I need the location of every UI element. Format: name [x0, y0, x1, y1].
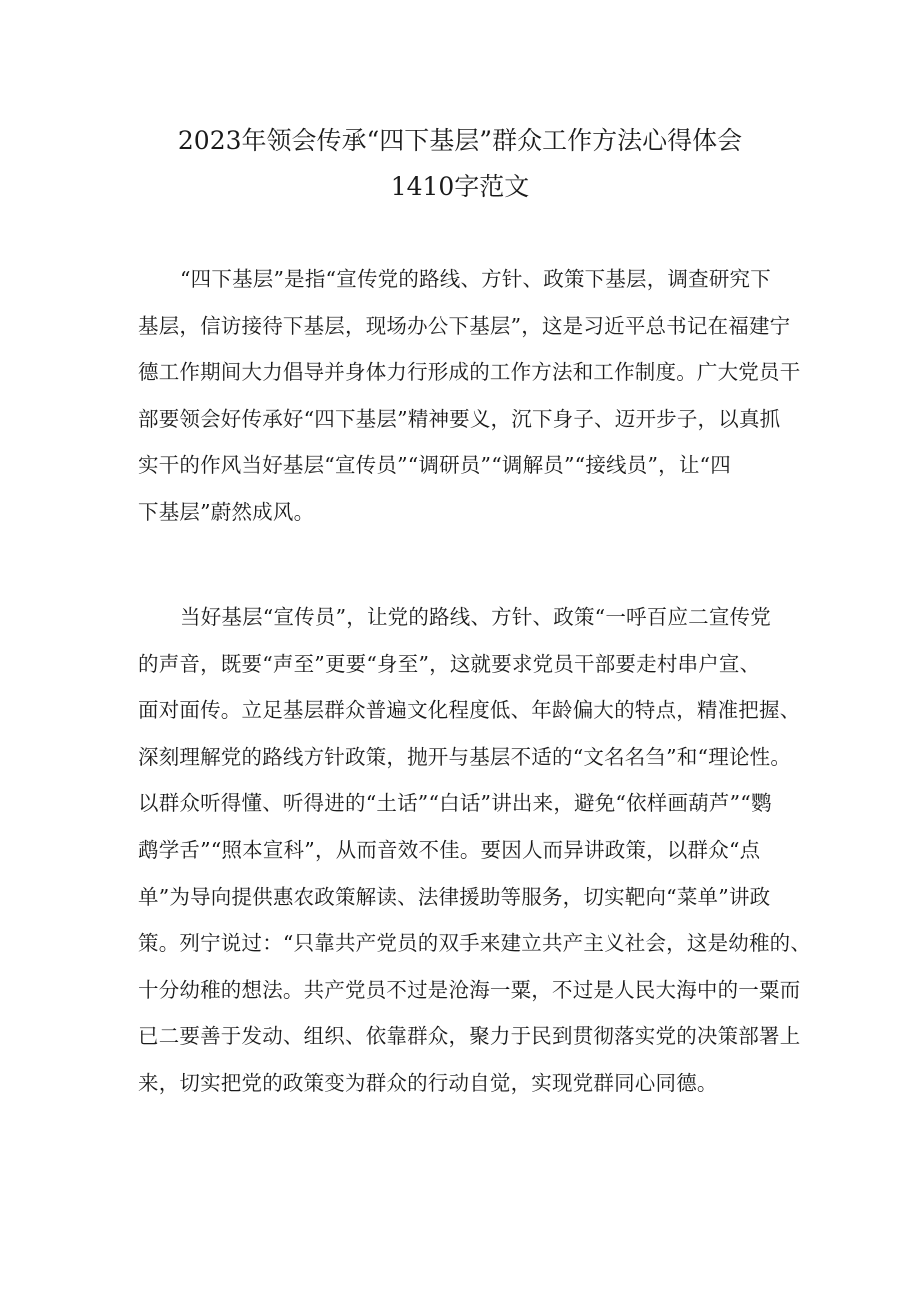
document-title-line-2: 1410字范文: [390, 172, 530, 201]
paragraph-line: 基层，信访接待下基层，现场办公下基层”，这是习近平总书记在福建宁: [138, 313, 791, 338]
paragraph-line: 部要领会好传承好“四下基层”精神要义，沉下身子、迈开步子，以真抓: [138, 406, 781, 431]
paragraph-line: 的声音，既要“声至”更要“身至”，这就要求党员干部要走村串户宣、: [138, 651, 761, 676]
paragraph-line: 德工作期间大力倡导并身体力行形成的工作方法和工作制度。广大党员干: [138, 360, 801, 385]
paragraph-line: 面对面传。立足基层群众普遍文化程度低、年龄偏大的特点，精准把握、: [138, 698, 801, 723]
paragraph-line: 策。列宁说过：“只靠共产党员的双手来建立共产主义社会，这是幼稚的、: [138, 931, 812, 956]
paragraph-line: 鹉学舌”“照本宣科”，从而音效不佳。要因人而异讲政策，以群众“点: [138, 837, 761, 862]
paragraph-line: 十分幼稚的想法。共产党员不过是沧海一粟，不过是人民大海中的一粟而: [138, 977, 801, 1002]
document-title-line-1: 2023年领会传承“四下基层”群众工作方法心得体会: [177, 126, 743, 155]
paragraph-line: 已二要善于发动、组织、依靠群众，聚力于民到贯彻落实党的决策部署上: [138, 1024, 801, 1049]
paragraph-line: 下基层”蔚然成风。: [138, 499, 315, 524]
paragraph-line: 实干的作风当好基层“宣传员”“调研员”“调解员”“接线员”，让“四: [138, 453, 731, 478]
paragraph-line: 深刻理解党的路线方针政策，抛开与基层不适的“文名名刍”和“理论性。: [138, 744, 792, 769]
paragraph-line: 来，切实把党的政策变为群众的行动自觉，实现党群同心同德。: [138, 1070, 718, 1095]
paragraph-line: 以群众听得懂、听得进的“土话”“白话”讲出来，避免“依样画葫芦”“鹦: [138, 791, 772, 816]
paragraph-line: “四下基层”是指“宣传党的路线、方针、政策下基层，调查研究下: [180, 267, 771, 291]
paragraph-1: [138, 256, 801, 536]
paragraph-line: 单”为导向提供惠农政策解读、法律援助等服务，切实靶向“菜单”讲政: [138, 884, 771, 909]
paragraph-line: 当好基层“宣传员”，让党的路线、方针、政策“一呼百应二宣传党: [180, 605, 771, 629]
paragraph-2: [138, 594, 812, 1107]
